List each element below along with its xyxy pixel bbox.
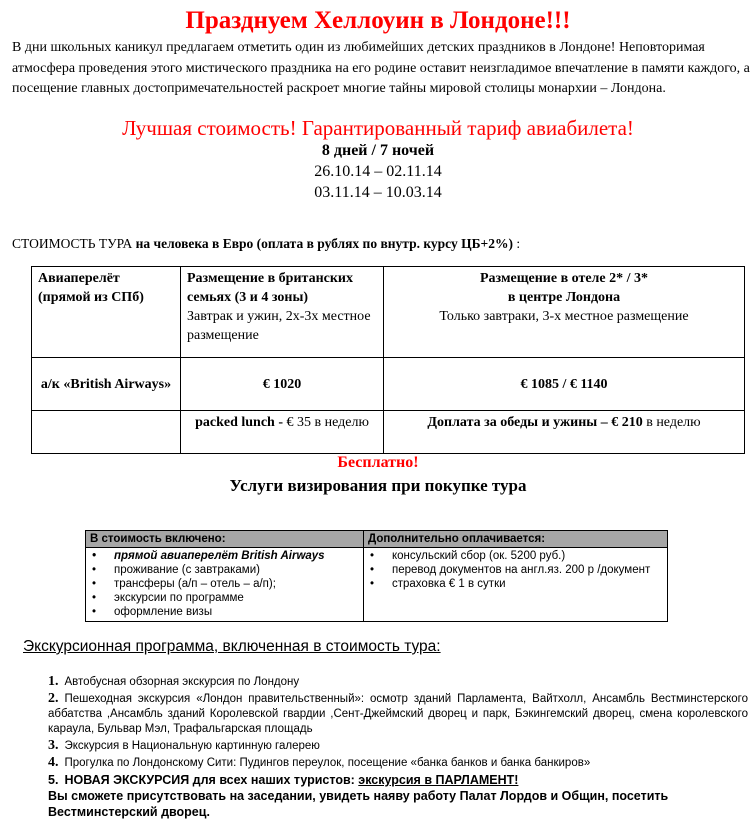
hotel-header-desc: Только завтраки, 3-х местное размещение xyxy=(439,309,689,324)
flight-header: Авиаперелёт (прямой из СПб) xyxy=(38,271,144,305)
tour-dates xyxy=(0,161,756,203)
price-heading xyxy=(12,236,520,252)
list-item: • прямой авиаперелёт British Airways xyxy=(90,549,359,563)
family-extra-cell xyxy=(181,411,384,454)
family-price-cell: € 1020 xyxy=(181,358,384,411)
inclusion-body-row xyxy=(86,548,668,622)
excursions-list xyxy=(48,674,748,821)
price-heading-caps: СТОИМОСТЬ ТУРА xyxy=(12,236,133,251)
hotel-extra-text: в неделю xyxy=(642,415,701,430)
tour-duration: 8 дней / 7 ночей xyxy=(321,142,435,159)
excursion-description: Вы сможете присутствовать на заседании, увидеть наяву работу Палат Лордов и Общин, посетить Вестминстерский дворец. xyxy=(48,789,669,819)
inclusion-header-row xyxy=(86,531,668,548)
excursion-number: 5. xyxy=(48,773,59,787)
list-item: • проживание (с завтраками) xyxy=(90,563,359,577)
free-label: Бесплатно! xyxy=(337,454,419,471)
visa-services-label: Услуги визирования при покупке тура xyxy=(229,476,527,495)
family-extra-bold: packed lunch - xyxy=(195,415,287,430)
price-heading-tail: : xyxy=(512,236,521,251)
hotel-extra-bold: Доплата за обеды и ужины – € 210 xyxy=(427,415,643,430)
hotel-header-title-2: в центре Лондона xyxy=(507,290,621,305)
list-item: • консульский сбор (ок. 5200 руб.) xyxy=(368,549,663,563)
intro-paragraph: В дни школьных каникул предлагаем отметить один из любимейших детских праздников в Лондоне! Неповторимая атмосфера проведения этого мистического праздника на его родине оставит неизгладимое впечатление в памяти каждого, а посещение главных достопримечательностей раскроет многие тайны мировой столицы монархии – Лондона. xyxy=(12,40,750,96)
extra-list xyxy=(368,549,663,591)
excursion-item xyxy=(48,691,748,737)
price-table-header-row xyxy=(32,267,745,358)
excursion-item xyxy=(48,755,748,771)
hotel-header-cell xyxy=(384,267,745,358)
included-list xyxy=(90,549,359,619)
included-header: В стоимость включено: xyxy=(86,531,364,548)
parliament-excursion-link: экскурсия в ПАРЛАМЕНТ! xyxy=(358,773,519,787)
excursion-item xyxy=(48,674,748,690)
family-header-cell xyxy=(181,267,384,358)
excursion-item-new xyxy=(48,772,748,820)
hotel-extra-cell xyxy=(384,411,745,454)
page-title: Празднуем Хеллоуин в Лондоне!!! xyxy=(185,7,571,34)
extra-header: Дополнительно оплачивается: xyxy=(364,531,668,548)
excursion-number: 1. xyxy=(48,674,59,689)
hotel-price-cell: € 1085 / € 1140 xyxy=(384,358,745,411)
excursion-text: Прогулка по Лондонскому Сити: Пудингов переулок, посещение «банка банков и банка банкиров» xyxy=(64,757,591,769)
excursion-number: 2. xyxy=(48,691,59,706)
price-table-row xyxy=(32,358,745,411)
excursion-lead: НОВАЯ ЭКСКУРСИЯ для всех наших туристов: xyxy=(64,773,359,787)
date-range: 03.11.14 – 10.03.14 xyxy=(314,184,442,201)
airline-cell: а/к «British Airways» xyxy=(32,358,181,411)
empty-cell xyxy=(32,411,181,454)
list-item: • трансферы (а/п – отель – а/п); xyxy=(90,577,359,591)
excursion-item xyxy=(48,738,748,754)
family-header-desc: Завтрак и ужин, 2х-3х местное размещение xyxy=(187,309,371,343)
extra-cell xyxy=(364,548,668,622)
list-item: • экскурсии по программе xyxy=(90,591,359,605)
price-heading-text: на человека в Евро (оплата в рублях по внутр. курсу ЦБ+2%) xyxy=(132,236,513,251)
excursion-number: 3. xyxy=(48,738,59,753)
promo-subtitle: Лучшая стоимость! Гарантированный тариф авиабилета! xyxy=(122,116,634,140)
excursion-number: 4. xyxy=(48,755,59,770)
price-table xyxy=(31,266,745,454)
inclusion-table xyxy=(85,530,668,622)
date-range: 26.10.14 – 02.11.14 xyxy=(314,163,442,180)
excursion-text: Автобусная обзорная экскурсия по Лондону xyxy=(64,676,300,688)
excursions-title: Экскурсионная программа, включенная в стоимость тура: xyxy=(23,638,441,655)
flight-header-cell xyxy=(32,267,181,358)
excursion-text: Пешеходная экскурсия «Лондон правительственный»: осмотр зданий Парламента, Вайтхолл, Ансамбль Вестминстерского аббатства ,Ансамбль зданий Королевской гвардии ,Сент-Джеймский дворец и парк, Бэкингемский дворец, смена королевского караула, Бульвар Мэл, Трафальгарская площадь xyxy=(48,693,748,735)
excursion-text: Экскурсия в Национальную картинную галерею xyxy=(64,740,320,752)
list-item: • оформление визы xyxy=(90,605,359,619)
family-extra-text: € 35 в неделю xyxy=(286,415,369,430)
hotel-header-title-1: Размещение в отеле 2* / 3* xyxy=(479,271,649,286)
family-header-title: Размещение в британских семьях (3 и 4 зоны) xyxy=(187,271,353,305)
price-table-extras-row xyxy=(32,411,745,454)
list-item: • страховка € 1 в сутки xyxy=(368,577,663,591)
included-cell xyxy=(86,548,364,622)
list-item: • перевод документов на англ.яз. 200 р /документ xyxy=(368,563,663,577)
